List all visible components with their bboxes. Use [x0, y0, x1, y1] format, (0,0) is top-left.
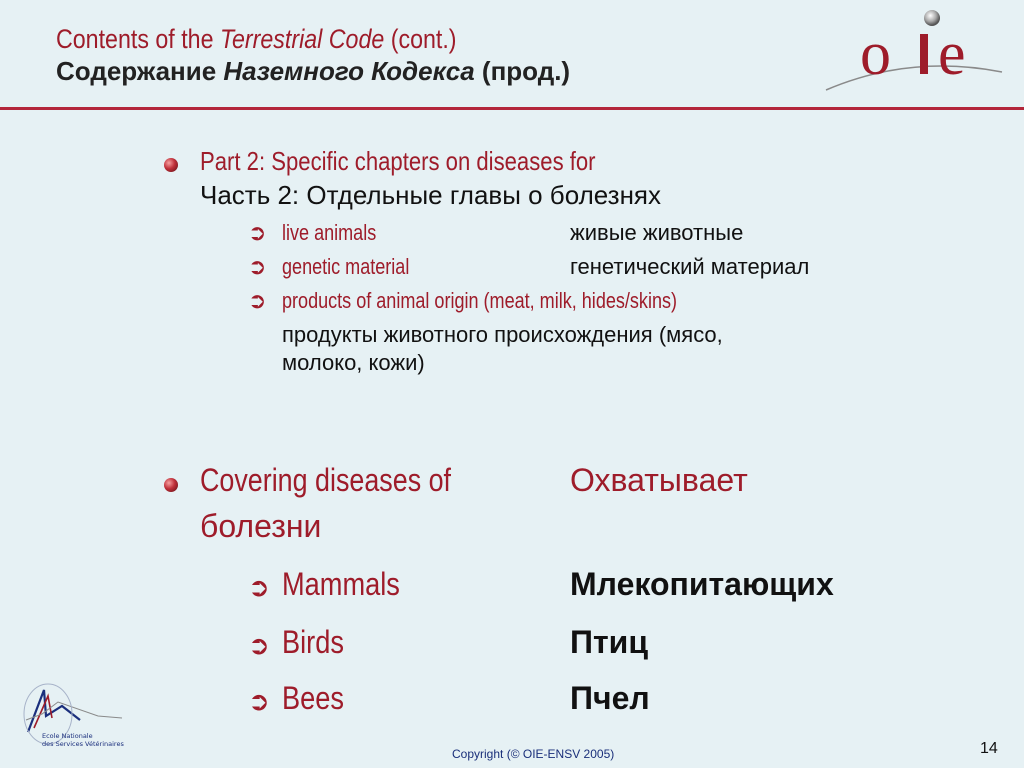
section1-heading-ru: Часть 2: Отдельные главы о болезнях: [200, 180, 662, 210]
arrow-bullet-icon: ➲: [248, 686, 270, 716]
arrow-bullet-icon: ➲: [248, 630, 270, 660]
slide-title-russian: Содержание Наземного Кодекса (прод.): [56, 56, 571, 86]
list-item-en: genetic material: [282, 254, 410, 279]
list-item-ru: Пчел: [570, 680, 650, 716]
svg-text:des Services Vétérinaires: des Services Vétérinaires: [42, 740, 124, 748]
products-ru-line2: молоко, кожи): [282, 350, 425, 375]
products-ru-line1: продукты животного происхождения (мясо,: [282, 322, 723, 347]
page-number: 14: [980, 740, 998, 757]
list-item-ru: Птиц: [570, 624, 649, 660]
arrow-bullet-icon: ➲: [248, 254, 267, 279]
section2-heading-ru: Охватывает: [570, 462, 748, 498]
svg-text:Ecole Nationale: Ecole Nationale: [42, 732, 93, 740]
arrow-bullet-icon: ➲: [248, 572, 270, 602]
section1-heading-en: Part 2: Specific chapters on diseases for: [200, 146, 596, 176]
list-item-ru: живые животные: [570, 220, 744, 245]
list-item-ru: генетический материал: [570, 254, 810, 279]
svg-text:e: e: [938, 20, 966, 88]
bullet-icon: [164, 158, 178, 172]
list-item-en: Bees: [282, 680, 344, 716]
copyright-text: Copyright (© OIE-ENSV 2005): [452, 747, 615, 761]
arrow-bullet-icon: ➲: [248, 220, 267, 245]
list-item-en: Birds: [282, 624, 344, 660]
slide-title-english: Contents of the Terrestrial Code (cont.): [56, 24, 457, 54]
list-item-ru: Млекопитающих: [570, 566, 834, 602]
list-item-en: Mammals: [282, 566, 400, 602]
section2-heading-ru-cont: болезни: [200, 508, 322, 544]
section2-heading-en: Covering diseases of: [200, 462, 452, 498]
list-item-en: live animals: [282, 220, 377, 245]
list-item-en: products of animal origin (meat, milk, hides/skins): [282, 288, 678, 313]
oie-logo: [820, 6, 1010, 96]
ensv-logo: [18, 672, 128, 754]
arrow-bullet-icon: ➲: [248, 288, 267, 313]
svg-text:o: o: [860, 20, 891, 88]
bullet-icon: [164, 478, 178, 492]
header-divider: [0, 107, 1024, 110]
